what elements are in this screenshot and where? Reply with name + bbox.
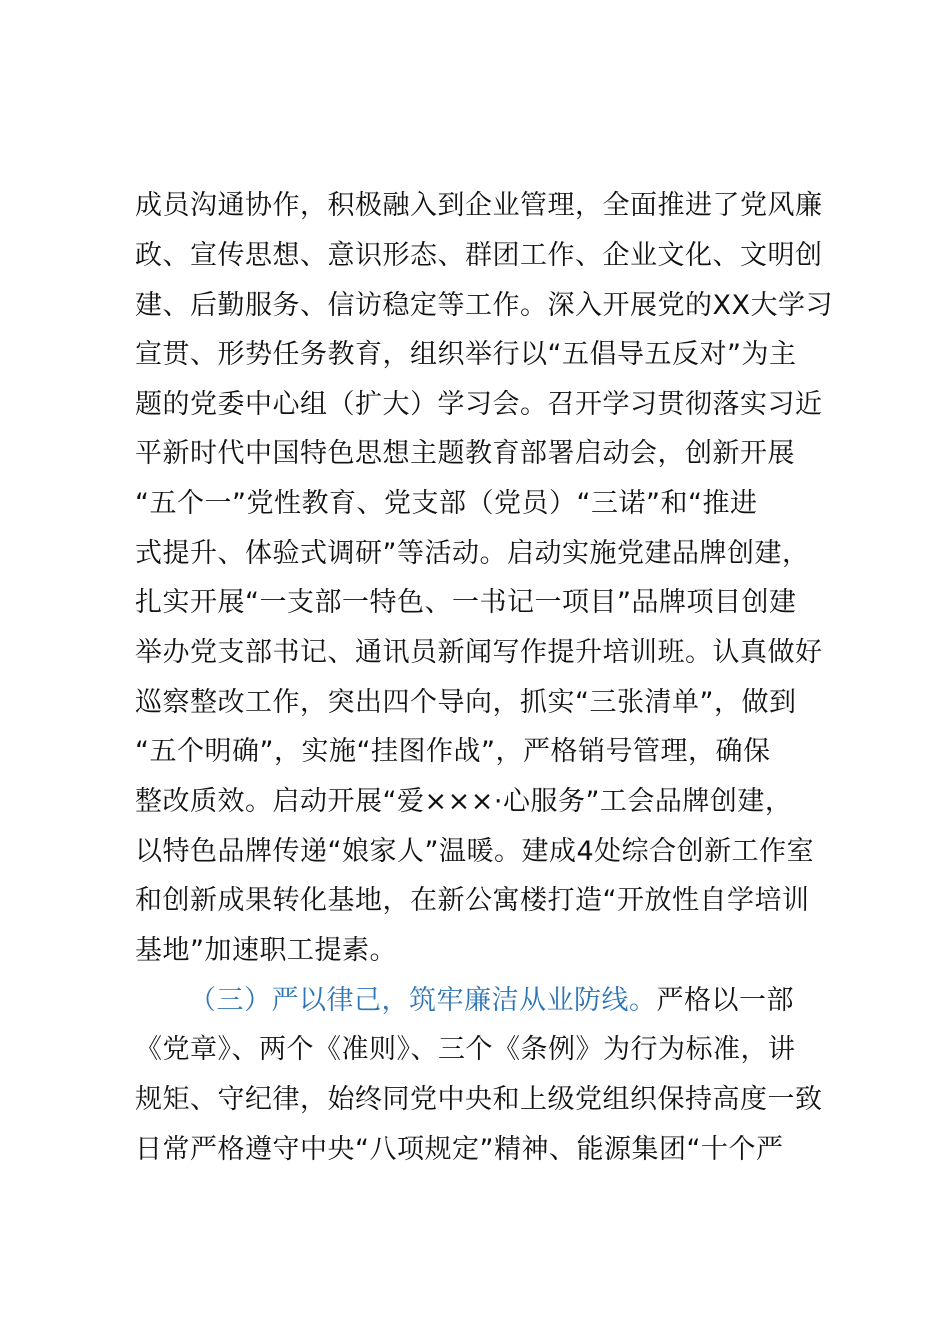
text-line: 式提升、体验式调研”等活动。启动实施党建品牌创建， (135, 538, 810, 569)
text-line: 巡察整改工作，突出四个导向，抓实“三张清单”，做到 (135, 687, 797, 718)
text-line: 成员沟通协作，积极融入到企业管理，全面推进了党风廉 (135, 190, 823, 221)
text-line: 《党章》、两个《准则》、三个《条例》为行为标准，讲 (135, 1034, 796, 1065)
text-line: 题的党委中心组（扩大）学习会。召开学习贯彻落实习近 (135, 389, 823, 420)
text-line: “五个明确”，实施“挂图作战”，严格销号管理，确保 (135, 736, 771, 767)
text-line: 举办党支部书记、通讯员新闻写作提升培训班。认真做好 (135, 637, 823, 668)
section-heading-line (189, 976, 855, 1026)
text-line: 政、宣传思想、意识形态、群团工作、企业文化、文明创 (135, 240, 823, 271)
text-line: 以特色品牌传递“娘家人”温暖。建成4处综合创新工作室 (135, 836, 815, 867)
text-line: 日常严格遵守中央“八项规定”精神、能源集团“十个严 (135, 1134, 784, 1165)
text-run: 严格以一部 (656, 985, 794, 1016)
text-line: 扎实开展“一支部一特色、一书记一项目”品牌项目创建 (135, 587, 797, 618)
text-line: “五个一”党性教育、党支部（党员）“三诺”和“推进 (135, 488, 758, 519)
text-line: 宣贯、形势任务教育，组织举行以“五倡导五反对”为主 (135, 339, 797, 370)
text-line: 规矩、守纪律，始终同党中央和上级党组织保持高度一致 (135, 1084, 823, 1115)
text-line: 整改质效。启动开展“爱×××·心服务”工会品牌创建， (135, 786, 793, 817)
section-heading: （三）严以律己，筑牢廉洁从业防线。 (189, 985, 657, 1016)
text-line: 建、后勤服务、信访稳定等工作。深入开展党的XX大学习 (135, 290, 833, 321)
text-line: 基地”加速职工提素。 (135, 935, 397, 966)
text-line: 和创新成果转化基地，在新公寓楼打造“开放性自学培训 (135, 885, 810, 916)
text-line: 平新时代中国特色思想主题教育部署启动会，创新开展 (135, 438, 795, 469)
